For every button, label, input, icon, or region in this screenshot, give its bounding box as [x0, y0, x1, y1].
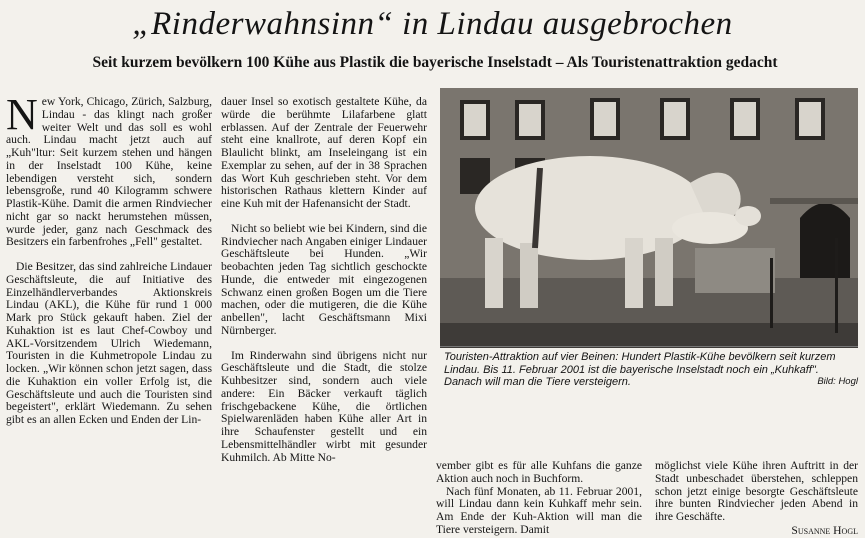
paragraph: Nach fünf Monaten, ab 11. Februar 2001, will Lindau dann kein Kuhkaff mehr sein. Am Ende der Kuh-Aktion will man die Tiere versteigern. Damit [436, 484, 642, 536]
paragraph: vember gibt es für alle Kuhfans die ganze Aktion auch noch in Buchform. [436, 459, 642, 485]
caption-text: Touristen-Attraktion auf vier Beinen: Hundert Plastik-Kühe bevölkern seit kurzem Lindau. Bis 11. Februar 2001 ist die bayerische Inselstadt noch ein „Kuhkaff". Danach will man die Tiere versteigern. [444, 351, 836, 388]
cow-statues-photo [440, 88, 858, 348]
photo-image [440, 88, 858, 348]
article-column-1 [6, 90, 212, 427]
paragraph: möglichst viele Kühe ihren Auftritt in der Stadt unbeschadet überstehen, schleppen schon jetzt einige besorgte Geschäftsleute ihre bunten Rindviecher jeden Abend in ihre Geschäfte. [655, 459, 858, 523]
subheadline: Seit kurzem bevölkern 100 Kühe aus Plastik die bayerische Inselstadt – Als Touristenattraktion gedacht [92, 54, 778, 71]
paragraph: ew York, Chicago, Zürich, Salzburg, Lindau - das klingt nach großer weiter Welt und das soll es wohl auch. Lindau macht jetzt auch auf „Kuh"ltur: Seit kurzem stehen und hängen in der Inselstadt 100 Kühe, keine lebendigen versteht sich, sondern lebensgroße, rund 40 Kilogramm schwere Plastik-Kühe. Damit die armen Rindviecher nicht gar so nackt herumstehen müssen, wurde jeder, ganz nach Geschmack des Besitzers ein farbenfrohes „Fell" gestaltet. [6, 95, 212, 249]
paragraph: Die Besitzer, das sind zahlreiche Lindauer Geschäftsleute, die auf Initiative des Einzelhändlerverbandes Aktionskreis Lindau (AKL), die Kühe für rund 1 000 Mark pro Stück gekauft haben. Ziel der Kuhaktion ist es laut Chef-Cowboy und AKL-Vorsitzendem Ulrich Wiedemann, Touristen in die Kuhmetropole Lindau zu locken. „Wir können schon jetzt sagen, dass die Kuhaktion ein voller Erfolg ist, die Geschäftsleute und auch die Touristen sind begeistert", erklärt Wiedemann. Zu sehen gibt es an allen Ecken und Enden der Lin- [6, 260, 212, 426]
paragraph: Im Rinderwahn sind übrigens nicht nur Geschäftsleute und die Stadt, die stolze Kuhbesitzer sind, sondern auch viele andere: Ein Bäcker verkauft täglich frischgebackene Kühe, die örtlichen Spielwarenläden haben Kühe aller Art in ihre Schaufenster gestellt und ein Lebensmittelhändler wirbt mit gesunder Kuhmilch. Ab Mitte No- [221, 348, 427, 464]
paragraph: Nicht so beliebt wie bei Kindern, sind die Rindviecher nach Angaben einiger Lindauer Geschäftsleute bei Hunden. „Wir beobachten jeden Tag sichtlich geschockte Hunde, die entweder mit eingezogenen Schwanz einen großen Bogen um die Tiere machen, oder die mutigeren, die die Kühe anbellen", lacht Geschäftsmann Mixi Nürnberger. [221, 221, 427, 337]
paragraph: dauer Insel so exotisch gestaltete Kühe, da würde die berühmte Lilafarbene glatt erblassen. Auf der Zentrale der Feuerwehr steht eine knallrote, auf deren Kopf ein Blaulicht blinkt, am Inseleingang ist ein Exemplar zu sehen, auf der in 38 Sprachen das Wort Kuh geschrieben steht. Vor dem historischen Rathaus klettern Kinder auf eine Kuh mit der Hafenansicht der Stadt. [221, 95, 427, 210]
article-column-3 [436, 460, 642, 537]
drop-cap: N [6, 90, 38, 139]
photo-credit: Bild: Hogl [817, 376, 858, 387]
headline: „Rinderwahnsinn“ in Lindau ausgebrochen [132, 6, 733, 42]
article-column-4 [655, 460, 858, 538]
article-column-2 [221, 96, 427, 464]
author-byline: Susanne Hogl [791, 523, 858, 537]
photo-caption [444, 351, 858, 389]
caption-divider [440, 346, 858, 347]
